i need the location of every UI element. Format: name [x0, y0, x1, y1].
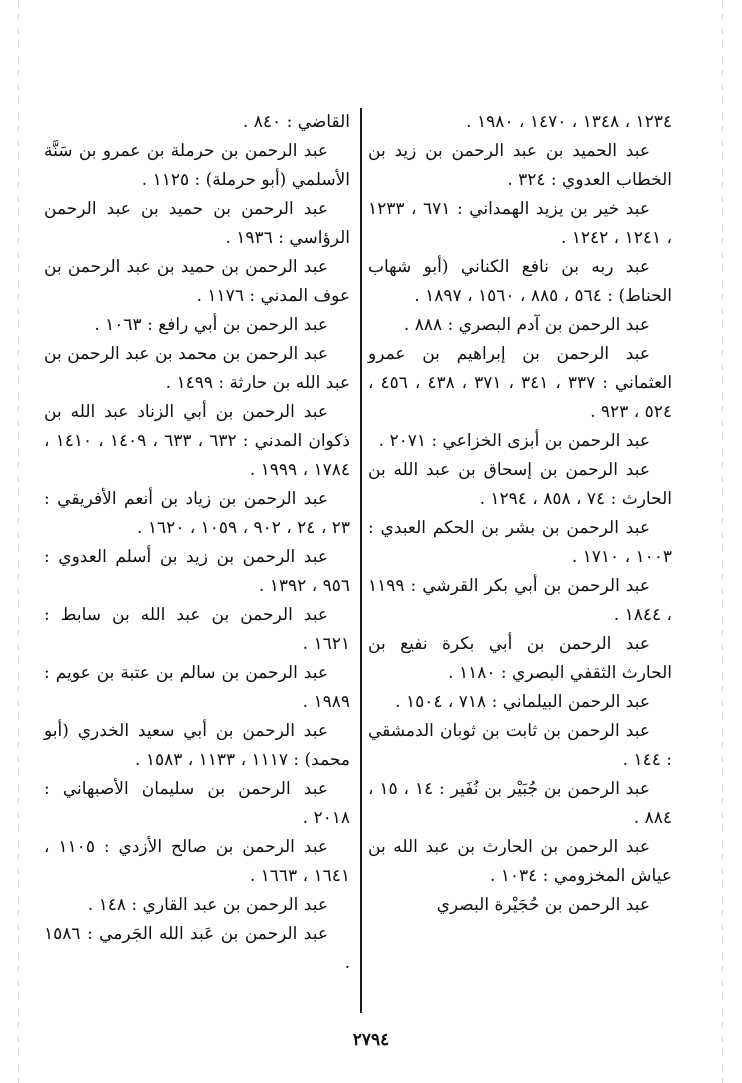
index-entry: عبد الرحمن بن زياد بن أنعم الأفريقي : ٢٣ ، ٢٤ ، ٩٠٢ ، ١٠٥٩ ، ١٦٢٠ .: [44, 489, 350, 538]
index-entry: عبد الرحمن بن عَبد الله الجَرمي : ١٥٨٦ .: [44, 924, 350, 973]
index-entry: عبد الرحمن بن ثابت بن ثوبان الدمشقي : ١٤٤ .: [368, 721, 672, 770]
left-column: [44, 108, 350, 978]
index-entry: عبد الرحمن بن أبزى الخزاعي : ٢٠٧١ .: [378, 431, 650, 451]
index-entry: عبد الرحمن بن محمد بن عبد الرحمن بن عبد الله بن حارثة : ١٤٩٩ .: [44, 344, 350, 393]
index-entry: عبد الرحمن بن بشر بن الحكم العبدي : ١٠٠٣ ، ١٧١٠ .: [368, 518, 672, 567]
page-edge-right: [722, 0, 723, 1083]
index-entry: عبد الرحمن بن حميد بن عبد الرحمن بن عوف المدني : ١١٧٦ .: [44, 257, 350, 306]
index-entry: عبد ربه بن نافع الكناني (أبو شهاب الحناط) : ٥٦٤ ، ٨٨٥ ، ١٥٦٠ ، ١٨٩٧ .: [368, 257, 672, 306]
index-entry: عبد الرحمن بن إبراهيم بن عمرو العثماني : ٣٣٧ ، ٣٤١ ، ٣٧١ ، ٤٣٨ ، ٤٥٦ ، ٥٢٤ ، ٩٢٣ .: [368, 344, 673, 422]
index-entry: عبد الرحمن بن حرملة بن عمرو بن سَنَّة الأسلمي (أبو حرملة) : ١١٢٥ .: [44, 141, 350, 190]
index-entry: عبد الرحمن بن سالم بن عتبة بن عويم : ١٩٨٩ .: [44, 663, 350, 712]
index-entry: عبد الرحمن بن أبي بكرة نفيع بن الحارث الثقفي البصري : ١١٨٠ .: [368, 634, 672, 683]
index-entry: عبد الرحمن بن أبي بكر القرشي : ١١٩٩ ، ١٨٤٤ .: [368, 576, 672, 625]
index-entry: عبد الرحمن بن آدم البصري : ٨٨٨ .: [403, 315, 650, 335]
right-column: [368, 108, 672, 920]
page-edge-left: [18, 0, 19, 1083]
index-entry: عبد الرحمن بن إسحاق بن عبد الله بن الحارث : ٧٤ ، ٨٥٨ ، ١٢٩٤ .: [368, 460, 672, 509]
index-entry: عبد الرحمن بن عبد الله بن سابط : ١٦٢١ .: [44, 605, 350, 654]
index-entry: عبد الرحمن بن عبد القاري : ١٤٨ .: [87, 895, 328, 915]
index-entry: عبد الرحمن بن أبي الزناد عبد الله بن ذكوان المدني : ٦٣٢ ، ٦٣٣ ، ١٤٠٩ ، ١٤١٠ ، ١٧٨٤ ، ١٩٩٩ .: [44, 402, 350, 480]
index-entry: عبد الحميد بن عبد الرحمن بن زيد بن الخطاب العدوي : ٣٢٤ .: [368, 141, 672, 190]
index-entry: عبد الرحمن بن حُجَيْرة البصري: [436, 895, 650, 915]
index-entry: عبد الرحمن بن حميد بن عبد الرحمن الرؤاسي : ١٩٣٦ .: [44, 199, 350, 248]
index-entry: عبد الرحمن بن أبي رافع : ١٠٦٣ .: [94, 315, 328, 335]
index-entry: القاضي : ٨٤٠ .: [242, 112, 350, 132]
page-number: ٢٧٩٤: [352, 1030, 390, 1050]
index-entry: عبد الرحمن بن جُبَيْر بن نُفَير : ١٤ ، ١٥ ، ٨٨٤ .: [368, 779, 672, 828]
index-entry: عبد خير بن يزيد الهمداني : ٦٧١ ، ١٢٣٣ ، ١٢٤١ ، ١٢٤٢ .: [368, 199, 672, 248]
index-entry: عبد الرحمن البيلماني : ٧١٨ ، ١٥٠٤ .: [395, 692, 650, 712]
index-entry: عبد الرحمن بن سليمان الأصبهاني : ٢٠١٨ .: [44, 779, 350, 828]
column-divider: [360, 108, 362, 1013]
index-entry: عبد الرحمن بن صالح الأزدي : ١١٠٥ ، ١٦٤١ ، ١٦٦٣ .: [44, 837, 350, 886]
index-entry: عبد الرحمن بن زيد بن أسلم العدوي : ٩٥٦ ، ١٣٩٢ .: [44, 547, 350, 596]
index-entry: ١٢٣٤ ، ١٣٤٨ ، ١٤٧٠ ، ١٩٨٠ .: [466, 112, 672, 132]
index-entry: عبد الرحمن بن الحارث بن عبد الله بن عياش المخزومي : ١٠٣٤ .: [368, 837, 672, 886]
index-entry: عبد الرحمن بن أبي سعيد الخدري (أبو محمد) : ١١١٧ ، ١١٣٣ ، ١٥٨٣ .: [44, 721, 350, 770]
